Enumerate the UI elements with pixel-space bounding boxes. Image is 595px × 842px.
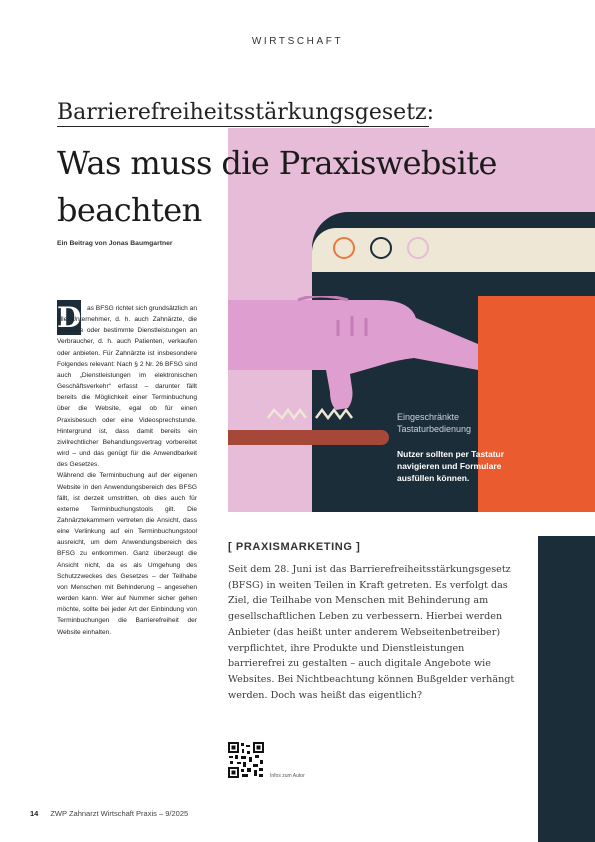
caption-title-line-2: Tastaturbedienung (397, 424, 472, 434)
browser-dot-dark (370, 237, 392, 259)
headline-line-1: Was muss die Praxiswebsite (57, 144, 497, 182)
caption-title-line-1: Eingeschränkte (397, 412, 460, 422)
page-number: 14 (30, 809, 39, 818)
page-edge-block (538, 536, 595, 842)
body-paragraph-1: as BFSG richtet sich grundsätzlich an alle Unternehmer, d. h. auch Zahnärzte, die Produkte oder bestimmte Dienstleistungen an Verbraucher, d. h. auch Patienten, verkaufen oder anbieten. Für Zahnärzte ist insbesondere Folgendes relevant: Nach § 2 Nr. 26 BFSG sind auch „Dienstleistungen im elektronischen Geschäftsverkehr“ erfasst – darunter fällt bereits die Möglichkeit einer Terminbuchung über die Website, egal ob für einen Praxisbesuch oder eine Videosprechstunde. Hintergrund ist, dass damit bereits ein zivilrechtlicher Behandlungsvertrag vorbereitet wird – und das genügt für die Anwendbarkeit des Gesetzes. (57, 305, 197, 469)
browser-dot-orange (333, 237, 355, 259)
byline: Ein Beitrag von Jonas Baumgartner (57, 240, 173, 247)
body-column (57, 303, 197, 638)
body-paragraph-2: Während die Terminbuchung auf der eigenen Website in den Anwendungsbereich des BFSG fällt, ist derzeit umstritten, ob dies auch für externe Terminbuchungstools gilt. Die Zahnärztekammern vertreten die Ansicht, dass eine Verlinkung auf ein Terminbuchungstool ausreicht, um dem Anwendungsbereich des BFSG zu entkommen. Ganz überzeugt die Ansicht nicht, da es als Umgehung des Schutzzweckes des Gesetzes – der Teilhabe von Menschen mit Behinderung – angesehen werden kann. Wer auf Nummer sicher gehen möchte, sollte bei jeder Art der Einbindung von Terminbuchungen die Barrierefreiheit der Website einhalten. (57, 472, 197, 636)
lead-paragraph: Seit dem 28. Juni ist das Barrierefreiheitsstärkungsgesetz (BFSG) in weiten Teilen in Kraft getreten. Es verfolgt das Ziel, die Teilhabe von Menschen mit Behinderung am gesellschaftlichen Leben zu verbessern. Hierbei werden Anbieter (das heißt unter anderem Webseitenbetreiber) verpflichtet, ihre Produkte und Dienstleistungen barrierefrei zu gestalten – auch digitale Angebote wie Websites. Bei Nichtbeachtung können Bußgelder verhängt werden. Doch was heißt das eigentlich? (228, 564, 515, 701)
page-footer (30, 809, 188, 818)
keyboard-bar (228, 430, 389, 445)
browser-dot-pink (407, 237, 429, 259)
article-kicker: Barrierefreiheitsstärkungsgesetz: (57, 100, 435, 125)
headline-line-2: beachten (57, 191, 202, 229)
kicker-underline (57, 126, 429, 127)
qr-caption: Infos zum Autor (270, 773, 305, 779)
drop-cap: D (57, 301, 82, 334)
illustration-caption-title (397, 411, 471, 435)
illustration-caption-text: Nutzer sollten per Tastatur navigieren und Formulare ausfüllen können. (397, 449, 505, 483)
publication-info: ZWP Zahnarzt Wirtschaft Praxis – 9/2025 (50, 809, 189, 818)
section-label: WIRTSCHAFT (251, 36, 344, 47)
category-tag: [ PRAXISMARKETING ] (228, 541, 361, 553)
qr-code[interactable] (228, 742, 264, 778)
